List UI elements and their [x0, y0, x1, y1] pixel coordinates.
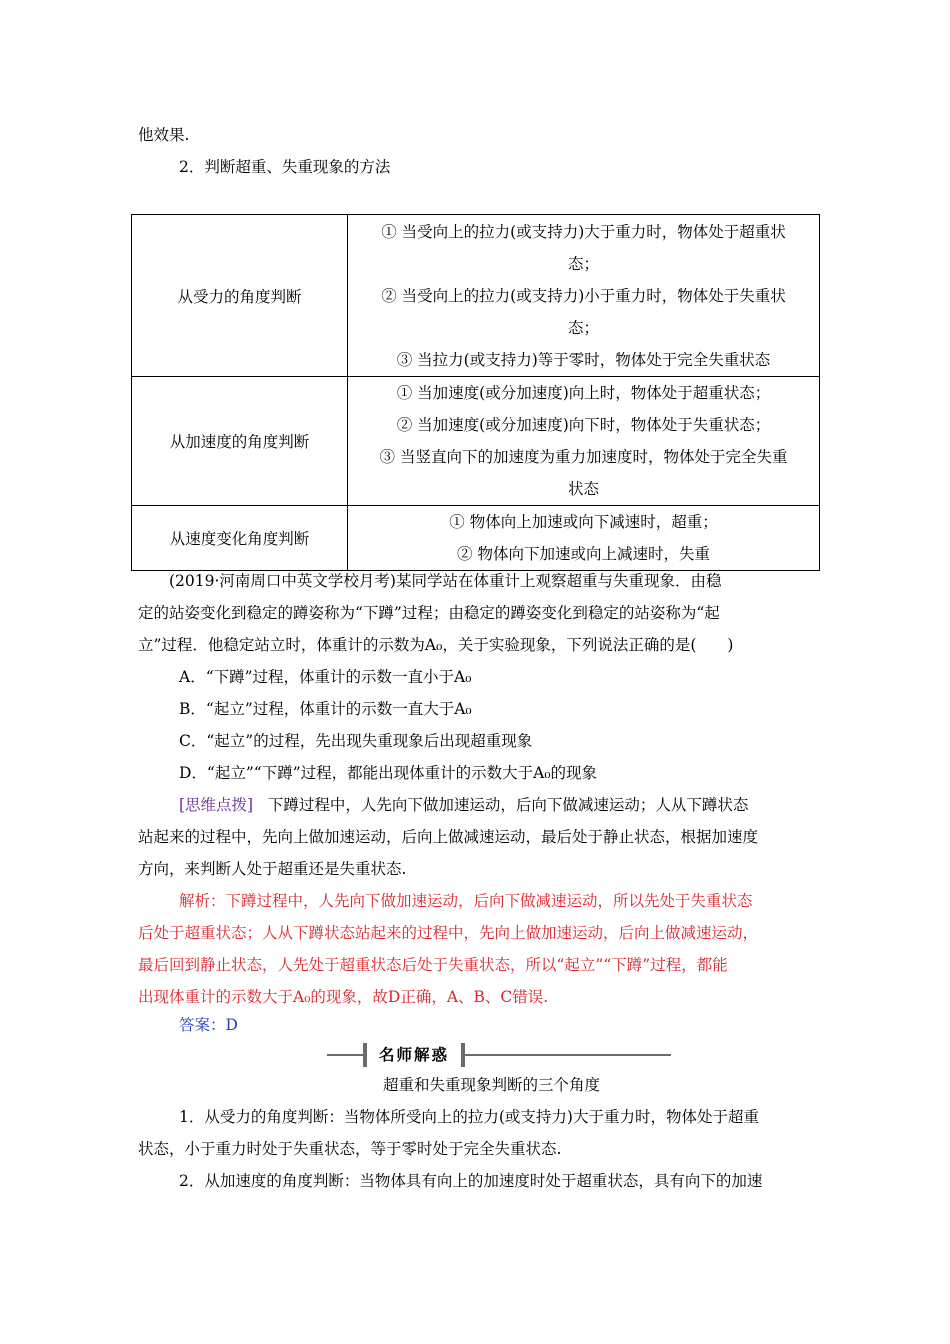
point-line: 状态，小于重力时处于失重状态，等于零时处于完全失重状态. [138, 1140, 562, 1158]
hint-line: 站起来的过程中，先向上做加速运动，后向上做减速运动，最后处于静止状态，根据加速度 [138, 828, 759, 846]
criterion-cell: 从加速度的角度判断 [132, 377, 348, 506]
question-line: 定的站姿变化到稳定的蹲姿称为“下蹲”过程；由稳定的蹲姿变化到稳定的站姿称为“起 [138, 604, 720, 622]
banner-rule-right [447, 1054, 671, 1056]
analysis-line: 解析：下蹲过程中，人先向下做加速运动，后向下做减速运动，所以先处于失重状态 [179, 892, 753, 910]
answer: 答案：D [179, 1016, 238, 1034]
method-cell [348, 215, 820, 377]
method-line: ③ 当竖直向下的加速度为重力加速度时，物体处于完全失重 [379, 448, 788, 466]
section-banner [327, 1043, 671, 1067]
continuation-text: 他效果. [138, 126, 190, 144]
judgement-table [131, 214, 820, 571]
method-line: 态； [567, 254, 599, 273]
analysis-line: 出现体重计的示数大于A₀的现象，故D正确，A、B、C错误. [138, 988, 549, 1006]
method-line: ① 当受向上的拉力(或支持力)大于重力时，物体处于超重状 [381, 222, 786, 241]
subtitle: 超重和失重现象判断的三个角度 [383, 1076, 601, 1094]
method-line: ② 当加速度(或分加速度)向下时，物体处于失重状态； [396, 416, 771, 434]
question-line: 立”过程．他稳定站立时，体重计的示数为A₀，关于实验现象，下列说法正确的是( ) [138, 636, 734, 654]
section-heading: 2．判断超重、失重现象的方法 [179, 158, 391, 176]
criterion-cell: 从受力的角度判断 [132, 215, 348, 377]
hint-text: 下蹲过程中，人先向下做加速运动，后向下做减速运动；人从下蹲状态 [267, 796, 749, 814]
analysis-line: 后处于超重状态；人从下蹲状态站起来的过程中，先向上做加速运动，后向上做减速运动， [138, 924, 759, 942]
method-line: ③ 当拉力(或支持力)等于零时，物体处于完全失重状态 [396, 350, 771, 369]
method-line: ② 当受向上的拉力(或支持力)小于重力时，物体处于失重状 [381, 286, 786, 305]
table-row [132, 377, 820, 506]
analysis-line: 最后回到静止状态，人先处于超重状态后处于失重状态，所以“起立”“下蹲”过程，都能 [138, 956, 728, 974]
criterion-cell: 从速度变化角度判断 [132, 506, 348, 571]
point-line: 1．从受力的角度判断：当物体所受向上的拉力(或支持力)大于重力时，物体处于超重 [179, 1108, 759, 1126]
method-cell [348, 377, 820, 506]
method-line: ① 物体向上加速或向下减速时，超重； [449, 513, 718, 531]
question-line: (2019·河南周口中英文学校月考)某同学站在体重计上观察超重与失重现象．由稳 [169, 572, 722, 590]
hint-label: [思维点拨] [179, 796, 254, 814]
banner-title: 名师解惑 [363, 1043, 465, 1067]
option-a: A．“下蹲”过程，体重计的示数一直小于A₀ [179, 668, 472, 686]
hint-line: 方向，来判断人处于超重还是失重状态. [138, 860, 407, 878]
banner-rule-left [327, 1054, 367, 1056]
table-row [132, 506, 820, 571]
table-row [132, 215, 820, 377]
method-line: ① 当加速度(或分加速度)向上时，物体处于超重状态； [396, 384, 771, 402]
method-line: 状态 [567, 480, 599, 498]
method-line: 态； [567, 318, 599, 337]
method-cell [348, 506, 820, 571]
method-line: ② 物体向下加速或向上减速时，失重 [457, 545, 710, 563]
point-line: 2．从加速度的角度判断：当物体具有向上的加速度时处于超重状态，具有向下的加速 [179, 1172, 763, 1190]
hint-line [179, 794, 748, 816]
option-c: C．“起立”的过程，先出现失重现象后出现超重现象 [179, 732, 533, 750]
option-d: D．“起立”“下蹲”过程，都能出现体重计的示数大于A₀的现象 [179, 764, 598, 782]
option-b: B．“起立”过程，体重计的示数一直大于A₀ [179, 700, 472, 718]
